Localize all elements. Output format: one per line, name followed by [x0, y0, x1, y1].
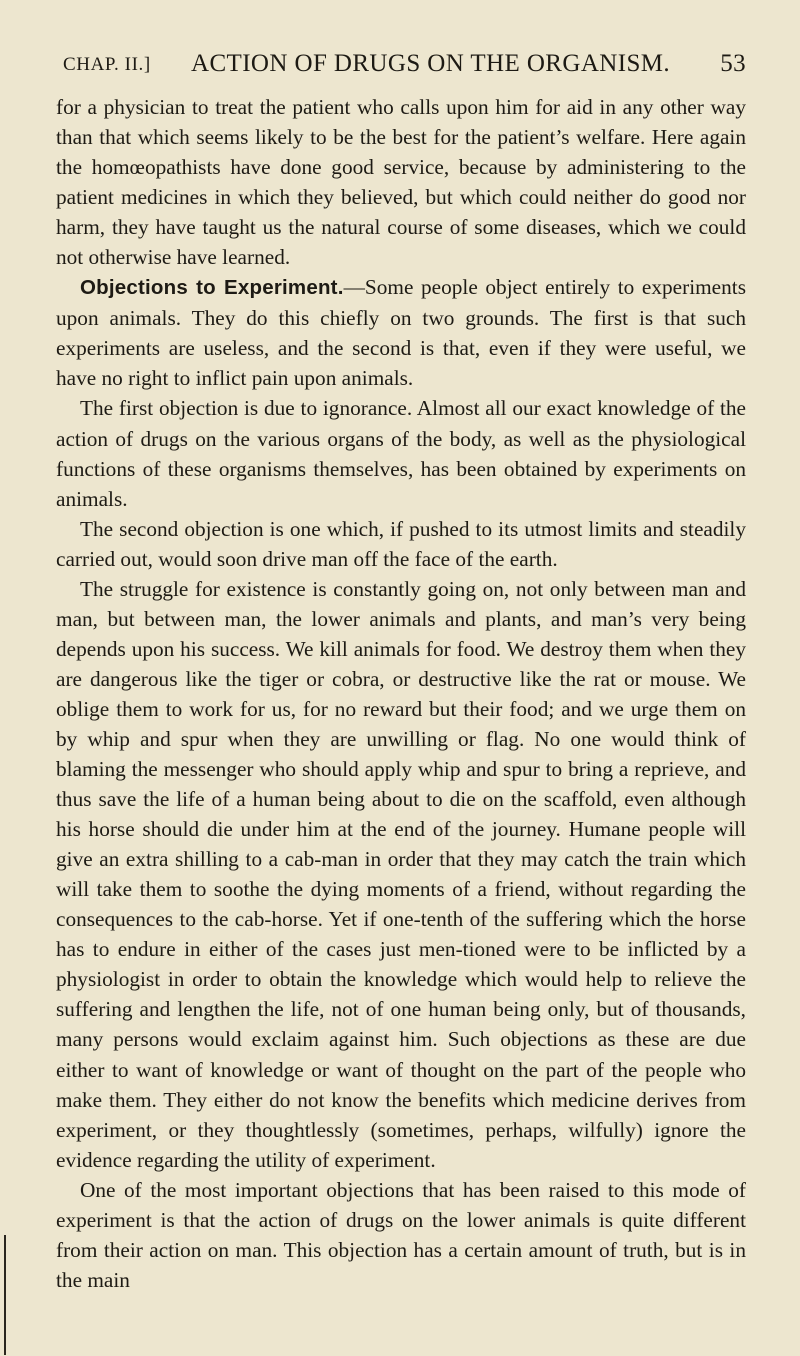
- paragraph-first-objection: The first objection is due to ignorance. Almost all our exact knowledge of the action of drugs on the various organs of the body, as well as the physiological functions of these organisms themselves, has been obtained by experiments on animals.: [56, 396, 746, 511]
- section-heading: Objections to Experiment.: [80, 276, 344, 300]
- binding-edge-line: [4, 1235, 6, 1355]
- running-title: ACTION OF DRUGS ON THE ORGANISM.: [191, 50, 671, 77]
- paragraph-important-objection: One of the most important objections that has been raised to this mode of experiment is that the action of drugs on the lower animals is quite different from their action on man. This objection has a certain amount of truth, but is in the main: [56, 1177, 746, 1292]
- chapter-reference: CHAP. II.]: [63, 54, 151, 75]
- paragraph-struggle: The struggle for existence is constantly going on, not only between man and man, but between man, the lower animals and plants, and man’s very being depends upon his success. We kill animals for food. We destroy them when they are dangerous like the tiger or cobra, or destructive like the rat or mouse. We oblige them to work for us, for no reward but their food; and we urge them on by whip and spur when they are unwilling or flag. No one would think of blaming the messenger who should apply whip and spur to bring a reprieve, and thus save the life of a human being about to die on the scaffold, even although his horse should die under him at the end of the journey. Humane people will give an extra shilling to a cab-man in order that they may catch the train which will take them to soothe the dying moments of a friend, without regarding the consequences to the cab-horse. Yet if one-tenth of the suffering which the horse has to endure in either of the cases just men-tioned were to be inflicted by a physiologist in order to obtain the knowledge which would help to relieve the suffering and lengthen the life, not of one human being only, but of thousands, many persons would exclaim against him. Such objections as these are due either to want of knowledge or want of thought on the part of the people who make them. They either do not know the benefits which medicine derives from experiment, or they thoughtlessly (sometimes, perhaps, wilfully) ignore the evidence regarding the utility of experiment.: [56, 576, 746, 1172]
- page-number: 53: [720, 50, 746, 77]
- paragraph-objections: [56, 272, 746, 393]
- paragraph-continuation: for a physician to treat the patient who calls upon him for aid in any other way than that which seems likely to be the best for the patient’s welfare. Here again the homœopathists have done good service, because by administering to the patient medicines in which they believed, but which could neither do good nor harm, they have taught us the natural course of some diseases, which we could not otherwise have learned.: [56, 95, 746, 270]
- body-text: [56, 92, 746, 1295]
- paragraph-objections-text: —Some people object entirely to experiments upon animals. They do this chiefly on two grounds. The first is that such experiments are useless, and the second is that, even if they were useful, we have no right to inflict pain upon animals.: [56, 275, 746, 391]
- running-head: [63, 50, 746, 84]
- paragraph-second-objection: The second objection is one which, if pushed to its utmost limits and steadily carried out, would soon drive man off the face of the earth.: [56, 516, 746, 571]
